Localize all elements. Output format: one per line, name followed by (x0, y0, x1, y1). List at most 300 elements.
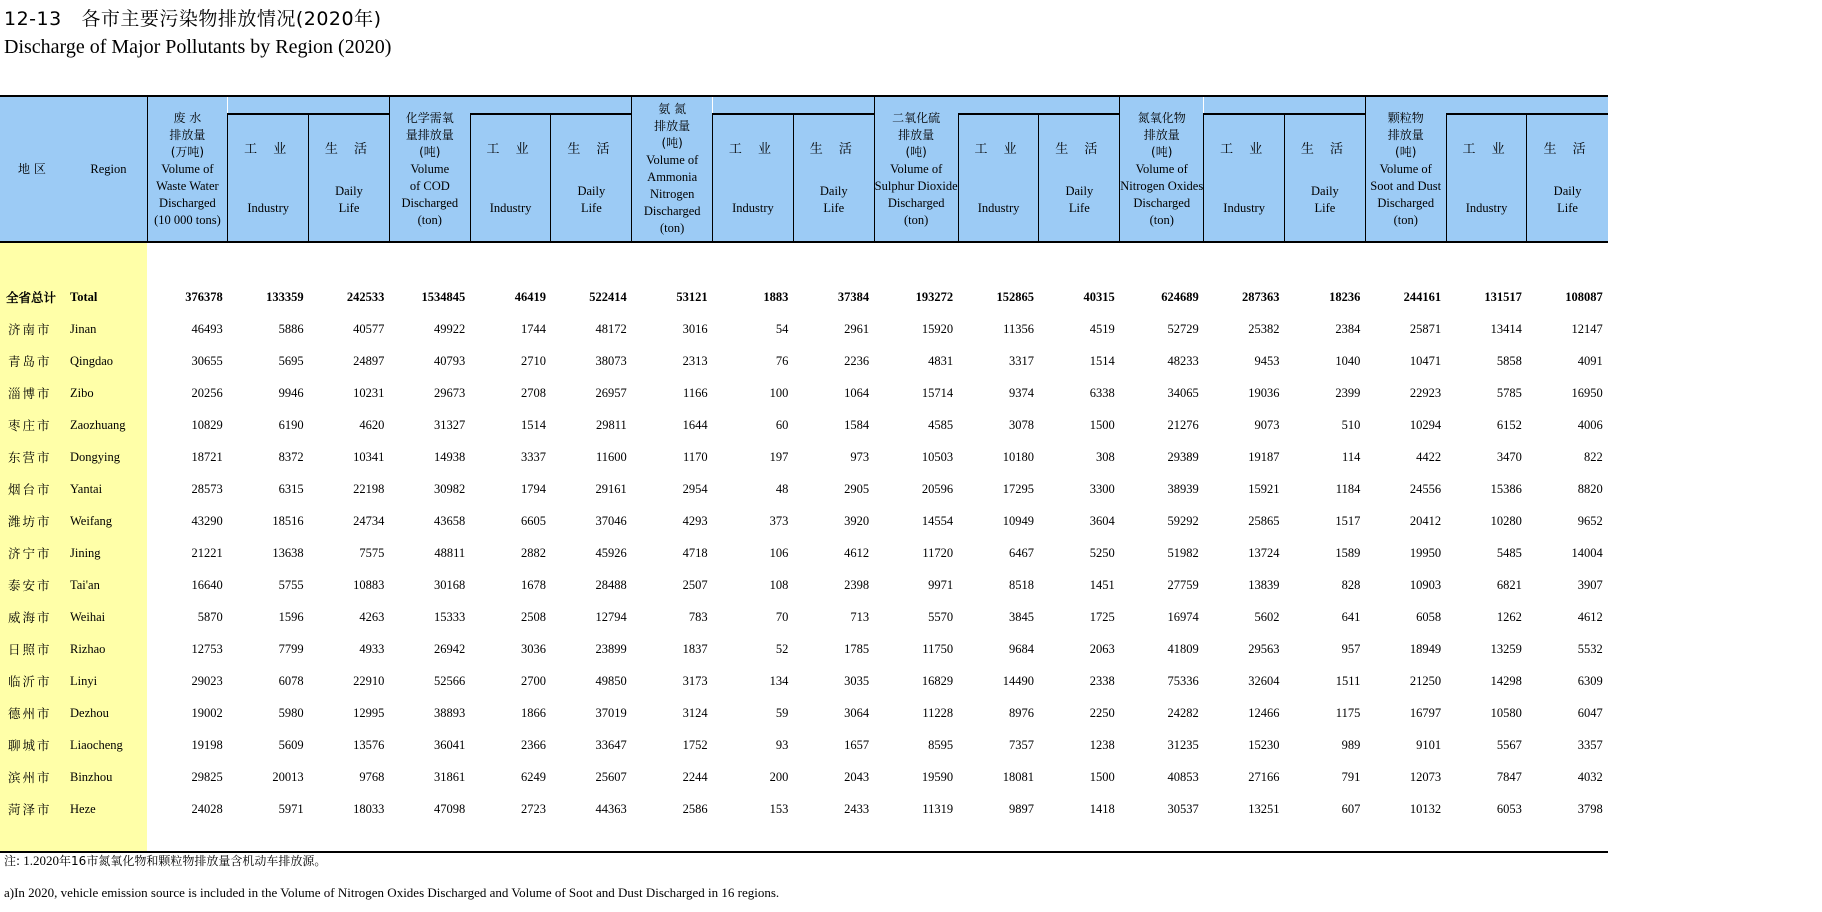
value-cell: 1752 (682, 737, 708, 752)
value-cell: 48811 (434, 545, 466, 560)
region-header-cn: 地 区 (18, 161, 46, 176)
value-cell: 33647 (595, 737, 627, 752)
value-cell: 25382 (1248, 321, 1280, 336)
value-cell: 2586 (682, 801, 708, 816)
value-cell: 22198 (353, 481, 385, 496)
table-row (0, 633, 1608, 665)
value-cell: 10294 (1409, 417, 1442, 432)
value-cell: 15230 (1248, 737, 1280, 752)
value-cell: 2366 (520, 737, 546, 752)
value-cell: 48233 (1167, 353, 1199, 368)
value-cell: 31861 (433, 769, 466, 784)
value-cell: 47098 (433, 801, 466, 816)
daily-subheader (309, 114, 390, 242)
value-cell: 10180 (1002, 449, 1034, 464)
value-cell: 21276 (1167, 417, 1199, 432)
value-cell: 25871 (1409, 321, 1442, 336)
value-cell: 11319 (922, 801, 954, 816)
group-header-gap (1446, 96, 1608, 114)
value-cell: 522414 (589, 289, 627, 304)
group-header-cn: 颗粒物 排放量 (吨) (1387, 110, 1424, 159)
value-cell: 6467 (1008, 545, 1034, 560)
value-cell: 1166 (683, 385, 708, 400)
value-cell: 93 (775, 737, 789, 752)
value-cell: 2954 (682, 481, 708, 496)
value-cell: 2882 (520, 545, 546, 560)
table-row (0, 601, 1608, 633)
value-cell: 4422 (1416, 449, 1442, 464)
value-cell: 13414 (1490, 321, 1522, 336)
value-cell: 9684 (1008, 641, 1034, 656)
value-cell: 20013 (272, 769, 304, 784)
value-cell: 1500 (1089, 417, 1115, 432)
value-cell: 5858 (1496, 353, 1522, 368)
industry-subheader-cn: 工 业 (728, 142, 778, 157)
value-cell: 13259 (1490, 641, 1522, 656)
region-name-en: Jining (70, 537, 147, 569)
group-header-cn: 废 水 排放量 (万吨) (169, 110, 206, 159)
value-cell: 7357 (1008, 737, 1034, 752)
value-cell: 153 (769, 801, 789, 816)
group-header-gap (1204, 96, 1366, 114)
value-cell: 4006 (1577, 417, 1603, 432)
value-cell: 197 (769, 449, 789, 464)
region-name-en: Jinan (70, 313, 147, 345)
value-cell: 2508 (520, 609, 546, 624)
value-cell: 3173 (682, 673, 708, 688)
value-cell: 1589 (1335, 545, 1361, 560)
daily-subheader-en: Daily Life (335, 184, 363, 215)
daily-subheader-cn: 生 活 (1300, 142, 1349, 157)
value-cell: 24556 (1409, 481, 1442, 496)
group-header-1 (389, 96, 470, 242)
daily-subheader-en: Daily Life (1553, 184, 1582, 215)
value-cell: 19198 (191, 737, 223, 752)
table-row (0, 441, 1608, 473)
region-name-cn: 东营市 (0, 441, 70, 473)
group-header-3 (874, 96, 958, 242)
value-cell: 1725 (1089, 609, 1115, 624)
value-cell: 4933 (359, 641, 385, 656)
value-cell: 244161 (1403, 289, 1442, 304)
region-name-en: Zibo (70, 377, 147, 409)
value-cell: 3470 (1496, 449, 1522, 464)
value-cell: 1517 (1335, 513, 1361, 528)
value-cell: 37046 (595, 513, 627, 528)
value-cell: 70 (775, 609, 789, 624)
industry-subheader (713, 114, 794, 242)
value-cell: 376378 (185, 289, 223, 304)
daily-subheader-en: Daily Life (1065, 184, 1094, 215)
daily-subheader-en: Daily Life (819, 184, 848, 215)
value-cell: 6315 (278, 481, 304, 496)
value-cell: 30655 (191, 353, 223, 368)
region-name-cn: 济宁市 (0, 537, 70, 569)
value-cell: 9768 (359, 769, 385, 784)
table-row (0, 793, 1608, 825)
value-cell: 16640 (191, 577, 223, 592)
table-row (0, 505, 1608, 537)
value-cell: 2384 (1335, 321, 1361, 336)
region-name-en: Linyi (70, 665, 147, 697)
value-cell: 193272 (915, 289, 954, 304)
group-header-cn: 氮氧化物 排放量 (吨) (1137, 110, 1186, 159)
title-cn-text: 各市主要污染物排放情况(2020年) (81, 8, 382, 30)
value-cell: 4293 (682, 513, 708, 528)
value-cell: 22923 (1409, 385, 1442, 400)
daily-subheader-cn: 生 活 (1055, 142, 1104, 157)
value-cell: 20596 (921, 481, 954, 496)
page-title-cn (4, 4, 382, 31)
value-cell: 2043 (844, 769, 870, 784)
value-cell: 9946 (278, 385, 304, 400)
value-cell: 3016 (682, 321, 708, 336)
table-row (0, 729, 1608, 761)
value-cell: 51982 (1167, 545, 1199, 560)
region-header-en: Region (90, 161, 127, 176)
value-cell: 6047 (1577, 705, 1603, 720)
value-cell: 5886 (278, 321, 304, 336)
region-name-en: Weihai (70, 601, 147, 633)
industry-subheader-cn: 工 业 (974, 142, 1023, 157)
value-cell: 3035 (844, 673, 870, 688)
value-cell: 791 (1341, 769, 1361, 784)
value-cell: 3124 (682, 705, 708, 720)
value-cell: 14938 (433, 449, 466, 464)
value-cell: 38893 (433, 705, 466, 720)
group-header-cn: 氨 氮 排放量 (吨) (654, 102, 691, 150)
value-cell: 26942 (433, 641, 466, 656)
value-cell: 15714 (921, 385, 954, 400)
value-cell: 2700 (520, 673, 546, 688)
value-cell: 2236 (844, 353, 870, 368)
value-cell: 59 (775, 705, 789, 720)
value-cell: 5755 (278, 577, 304, 592)
value-cell: 15386 (1490, 481, 1522, 496)
value-cell: 15921 (1248, 481, 1280, 496)
value-cell: 10503 (921, 449, 954, 464)
value-cell: 24028 (191, 801, 223, 816)
region-name-cn: 青岛市 (0, 345, 70, 377)
value-cell: 36041 (433, 737, 466, 752)
value-cell: 29825 (191, 769, 223, 784)
region-name-cn: 德州市 (0, 697, 70, 729)
region-name-cn: 淄博市 (0, 377, 70, 409)
region-name-cn: 济南市 (0, 313, 70, 345)
value-cell: 11228 (922, 705, 954, 720)
value-cell: 3845 (1008, 609, 1034, 624)
value-cell: 29673 (433, 385, 466, 400)
value-cell: 11720 (922, 545, 954, 560)
value-cell: 114 (1342, 449, 1361, 464)
table-row (0, 281, 1608, 313)
value-cell: 4831 (928, 353, 954, 368)
value-cell: 4585 (928, 417, 954, 432)
value-cell: 41809 (1167, 641, 1199, 656)
value-cell: 29811 (595, 417, 627, 432)
group-header-cn: 二氧化硫 排放量 (吨) (892, 110, 941, 159)
value-cell: 10949 (1002, 513, 1034, 528)
value-cell: 828 (1341, 577, 1361, 592)
region-name-cn: 烟台市 (0, 473, 70, 505)
daily-subheader-cn: 生 活 (324, 142, 374, 157)
value-cell: 10580 (1490, 705, 1522, 720)
region-name-cn: 菏泽市 (0, 793, 70, 825)
note-en: a)In 2020, vehicle emission source is included in the Volume of Nitrogen Oxides Discharged and Volume of Soot and Dust Discharged in 16 regions. (4, 885, 780, 900)
value-cell: 14298 (1490, 673, 1522, 688)
value-cell: 31235 (1167, 737, 1199, 752)
value-cell: 9453 (1254, 353, 1280, 368)
value-cell: 5602 (1254, 609, 1280, 624)
value-cell: 134 (769, 673, 789, 688)
value-cell: 3907 (1577, 577, 1603, 592)
group-header-gap (470, 96, 632, 114)
value-cell: 3337 (520, 449, 546, 464)
value-cell: 3357 (1577, 737, 1603, 752)
value-cell: 49850 (595, 673, 627, 688)
value-cell: 2961 (844, 321, 870, 336)
value-cell: 12466 (1248, 705, 1280, 720)
value-cell: 5250 (1089, 545, 1115, 560)
value-cell: 242533 (346, 289, 385, 304)
value-cell: 12753 (191, 641, 223, 656)
region-name-en: Liaocheng (70, 729, 147, 761)
region-name-en: Dongying (70, 441, 147, 473)
value-cell: 200 (769, 769, 789, 784)
group-header-en: Volume of Soot and Dust Discharged (ton) (1370, 161, 1442, 227)
daily-subheader (1039, 114, 1120, 242)
industry-subheader (470, 114, 551, 242)
table-row (0, 569, 1608, 601)
industry-subheader-cn: 工 业 (1220, 142, 1269, 157)
value-cell: 43290 (191, 513, 223, 528)
value-cell: 1744 (520, 321, 546, 336)
value-cell: 18516 (272, 513, 304, 528)
value-cell: 13638 (272, 545, 304, 560)
value-cell: 28488 (595, 577, 627, 592)
table-row (0, 473, 1608, 505)
value-cell: 2338 (1089, 673, 1115, 688)
value-cell: 6309 (1577, 673, 1603, 688)
daily-subheader (551, 114, 632, 242)
value-cell: 1175 (1335, 705, 1361, 720)
value-cell: 5609 (278, 737, 304, 752)
value-cell: 54 (775, 321, 789, 336)
value-cell: 14554 (921, 513, 954, 528)
value-cell: 1837 (682, 641, 708, 656)
value-cell: 1657 (844, 737, 870, 752)
value-cell: 9897 (1008, 801, 1034, 816)
region-name-cn: 滨州市 (0, 761, 70, 793)
region-name-cn: 潍坊市 (0, 505, 70, 537)
value-cell: 6058 (1416, 609, 1442, 624)
value-cell: 46419 (514, 289, 546, 304)
value-cell: 52729 (1167, 321, 1199, 336)
value-cell: 2905 (844, 481, 870, 496)
value-cell: 4612 (1577, 609, 1603, 624)
value-cell: 30982 (433, 481, 466, 496)
region-name-cn: 枣庄市 (0, 409, 70, 441)
value-cell: 4612 (844, 545, 870, 560)
value-cell: 510 (1341, 417, 1361, 432)
value-cell: 49922 (433, 321, 466, 336)
value-cell: 43658 (433, 513, 466, 528)
value-cell: 48172 (595, 321, 627, 336)
value-cell: 9971 (928, 577, 954, 592)
value-cell: 11600 (595, 449, 627, 464)
value-cell: 40853 (1167, 769, 1199, 784)
value-cell: 18033 (353, 801, 385, 816)
value-cell: 108087 (1565, 289, 1603, 304)
value-cell: 8518 (1008, 577, 1034, 592)
group-header-en: Volume of Nitrogen Oxides Discharged (ton) (1120, 161, 1204, 227)
value-cell: 18721 (191, 449, 223, 464)
value-cell: 10903 (1409, 577, 1442, 592)
value-cell: 34065 (1167, 385, 1199, 400)
value-cell: 10231 (353, 385, 385, 400)
group-header-5 (1365, 96, 1446, 242)
region-name-cn: 临沂市 (0, 665, 70, 697)
value-cell: 4091 (1577, 353, 1603, 368)
group-header-en: Volume of Waste Water Discharged (10 000 tons) (154, 161, 221, 227)
value-cell: 6821 (1496, 577, 1522, 592)
daily-subheader (793, 114, 874, 242)
value-cell: 3078 (1008, 417, 1034, 432)
value-cell: 32604 (1248, 673, 1280, 688)
page-title-en: Discharge of Major Pollutants by Region (2020) (4, 36, 392, 58)
value-cell: 25607 (595, 769, 627, 784)
value-cell: 59292 (1167, 513, 1199, 528)
value-cell: 53121 (676, 289, 708, 304)
value-cell: 29389 (1167, 449, 1199, 464)
table-row (0, 409, 1608, 441)
industry-subheader-en: Industry (977, 201, 1020, 215)
industry-subheader-en: Industry (489, 201, 532, 215)
table-code: 12-13 (4, 8, 62, 30)
note-cn: 注: 1.2020年16市氮氧化物和颗粒物排放量含机动车排放源。 (4, 853, 327, 868)
value-cell: 18949 (1409, 641, 1442, 656)
group-header-2 (632, 96, 713, 242)
value-cell: 8372 (278, 449, 304, 464)
value-cell: 108 (769, 577, 789, 592)
value-cell: 4032 (1577, 769, 1603, 784)
value-cell: 19002 (191, 705, 223, 720)
value-cell: 40793 (433, 353, 466, 368)
group-header-gap (228, 96, 390, 114)
value-cell: 22910 (353, 673, 385, 688)
value-cell: 2710 (520, 353, 546, 368)
value-cell: 48 (775, 481, 789, 496)
value-cell: 12794 (595, 609, 627, 624)
value-cell: 1644 (682, 417, 708, 432)
industry-subheader-en: Industry (1223, 201, 1265, 215)
daily-subheader-cn: 生 活 (1543, 142, 1592, 157)
value-cell: 822 (1583, 449, 1603, 464)
value-cell: 29161 (595, 481, 627, 496)
value-cell: 8595 (928, 737, 954, 752)
value-cell: 31327 (433, 417, 466, 432)
table-row (0, 697, 1608, 729)
region-name-en: Yantai (70, 473, 147, 505)
group-header-en: Volume of Sulphur Dioxide Discharged (ton) (874, 161, 958, 227)
value-cell: 40315 (1083, 289, 1115, 304)
value-cell: 10471 (1409, 353, 1442, 368)
value-cell: 6053 (1496, 801, 1522, 816)
value-cell: 7799 (278, 641, 304, 656)
industry-subheader-en: Industry (1465, 201, 1508, 215)
value-cell: 152865 (996, 289, 1034, 304)
value-cell: 16950 (1571, 385, 1603, 400)
value-cell: 46493 (191, 321, 223, 336)
value-cell: 29563 (1248, 641, 1280, 656)
value-cell: 3064 (844, 705, 870, 720)
pollutant-table (0, 95, 1608, 853)
value-cell: 19590 (921, 769, 954, 784)
value-cell: 12147 (1571, 321, 1603, 336)
region-name-en: Total (70, 281, 147, 313)
value-cell: 14490 (1002, 673, 1034, 688)
value-cell: 4620 (359, 417, 385, 432)
value-cell: 5570 (928, 609, 954, 624)
value-cell: 308 (1096, 449, 1115, 464)
value-cell: 1184 (1335, 481, 1361, 496)
value-cell: 3920 (844, 513, 870, 528)
value-cell: 1785 (844, 641, 870, 656)
group-header-0 (147, 96, 228, 242)
value-cell: 17295 (1002, 481, 1034, 496)
value-cell: 287363 (1242, 289, 1280, 304)
value-cell: 5532 (1577, 641, 1603, 656)
value-cell: 4519 (1089, 321, 1115, 336)
value-cell: 131517 (1484, 289, 1522, 304)
group-header-gap (713, 96, 875, 114)
industry-subheader-cn: 工 业 (486, 142, 535, 157)
region-name-cn: 全省总计 (0, 281, 70, 313)
value-cell: 19950 (1409, 545, 1442, 560)
value-cell: 2507 (682, 577, 708, 592)
value-cell: 30168 (433, 577, 466, 592)
value-cell: 8820 (1577, 481, 1603, 496)
region-name-en: Rizhao (70, 633, 147, 665)
value-cell: 1584 (844, 417, 870, 432)
table-row (0, 345, 1608, 377)
value-cell: 10132 (1409, 801, 1442, 816)
value-cell: 1678 (520, 577, 546, 592)
value-cell: 2723 (520, 801, 546, 816)
value-cell: 6078 (278, 673, 304, 688)
value-cell: 15920 (921, 321, 954, 336)
industry-subheader-en: Industry (247, 201, 290, 215)
value-cell: 4718 (682, 545, 708, 560)
value-cell: 16829 (921, 673, 954, 688)
value-cell: 21250 (1409, 673, 1442, 688)
value-cell: 2313 (682, 353, 708, 368)
value-cell: 40577 (353, 321, 385, 336)
value-cell: 3798 (1577, 801, 1603, 816)
industry-subheader (1204, 114, 1285, 242)
value-cell: 6338 (1089, 385, 1115, 400)
value-cell: 26957 (595, 385, 627, 400)
value-cell: 989 (1341, 737, 1361, 752)
table-row (0, 377, 1608, 409)
value-cell: 624689 (1161, 289, 1199, 304)
value-cell: 60 (775, 417, 789, 432)
value-cell: 13724 (1248, 545, 1280, 560)
value-cell: 3604 (1089, 513, 1115, 528)
value-cell: 13576 (353, 737, 385, 752)
value-cell: 7847 (1496, 769, 1522, 784)
value-cell: 21221 (191, 545, 223, 560)
